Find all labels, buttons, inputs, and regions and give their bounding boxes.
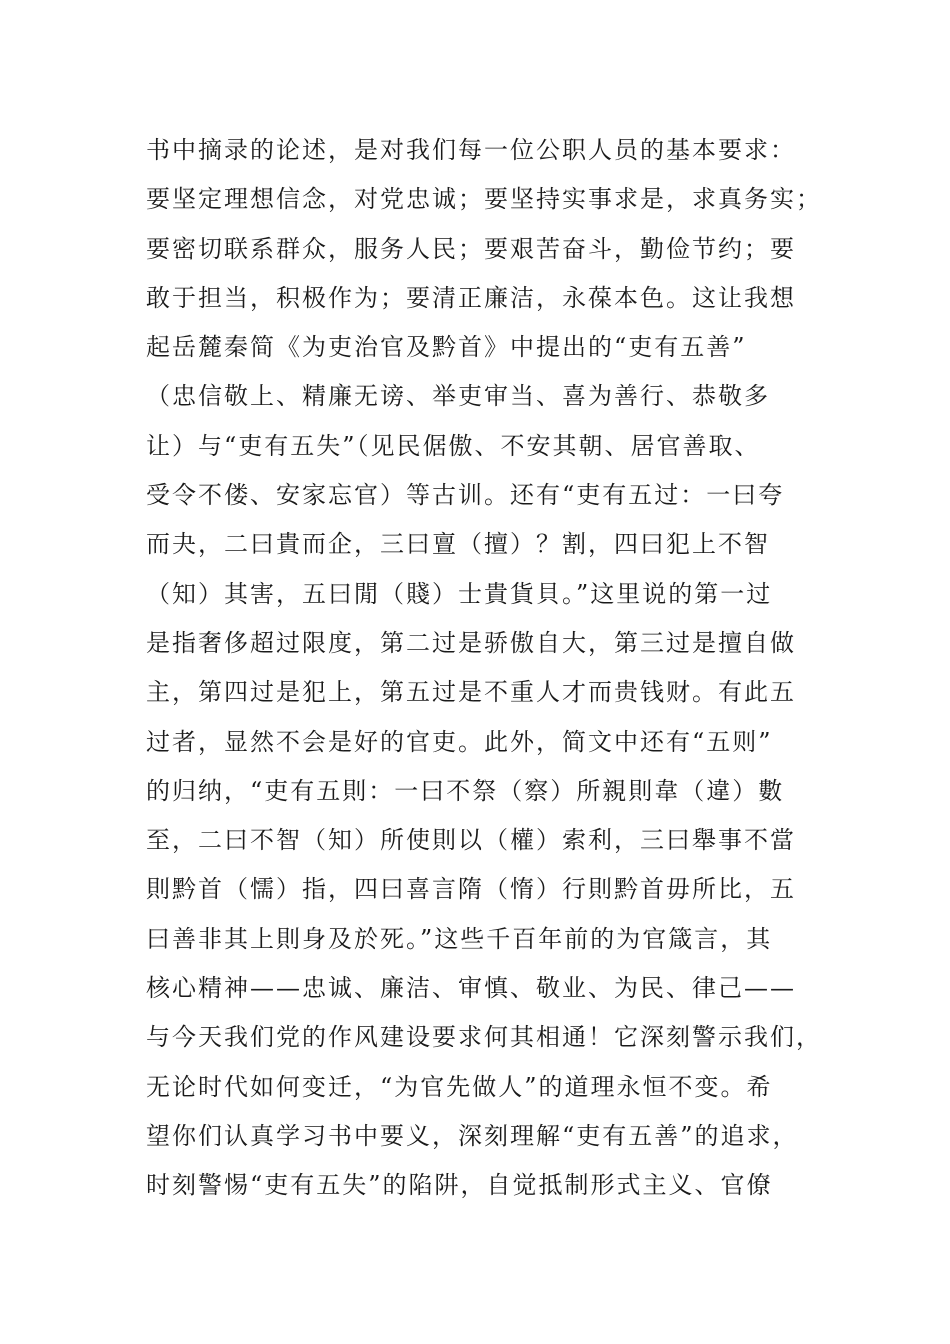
text-line-10: （知）其害，五曰閒（賤）士貴貨貝。”这里说的第一过 <box>146 579 773 608</box>
text-line-15: 至，二曰不智（知）所使則以（權）索利，三曰舉事不當 <box>146 826 796 855</box>
text-line-22: 时刻警惕“吏有五失”的陷阱，自觉抵制形式主义、官僚 <box>146 1171 773 1200</box>
text-line-5: 起岳麓秦简《为吏治官及黔首》中提出的“吏有五善” <box>146 333 747 362</box>
text-line-17: 曰善非其上則身及於死。”这些千百年前的为官箴言，其 <box>146 924 773 953</box>
text-line-21: 望你们认真学习书中要义，深刻理解“吏有五善”的追求， <box>146 1121 799 1150</box>
text-line-8: 受令不偻、安家忘官）等古训。还有“吏有五过：一曰夸 <box>146 481 785 510</box>
text-line-1: 书中摘录的论述，是对我们每一位公职人员的基本要求： <box>146 136 796 164</box>
text-line-13: 过者，显然不会是好的官吏。此外，简文中还有“五则” <box>146 727 773 756</box>
text-line-14: 的归纳，“吏有五則：一曰不祭（察）所親則韋（違）數 <box>146 776 785 805</box>
text-line-11: 是指奢侈超过限度，第二过是骄傲自大，第三过是擅自做 <box>146 628 796 657</box>
text-line-6: （忠信敬上、精廉无谤、举吏审当、喜为善行、恭敬多 <box>146 382 770 411</box>
text-line-20: 无论时代如何变迁，“为官先做人”的道理永恒不变。希 <box>146 1072 773 1101</box>
text-line-12: 主，第四过是犯上，第五过是不重人才而贵钱财。有此五 <box>146 678 796 707</box>
text-line-4: 敢于担当，积极作为；要清正廉洁，永葆本色。这让我想 <box>146 283 796 312</box>
text-line-19: 与今天我们党的作风建设要求何其相通！它深刻警示我们， <box>146 1023 822 1052</box>
text-line-16: 則黔首（懦）指，四曰喜言隋（惰）行則黔首毋所比，五 <box>146 875 796 904</box>
text-line-2: 要坚定理想信念，对党忠诚；要坚持实事求是，求真务实； <box>146 185 822 214</box>
text-line-7: 让）与“吏有五失”（见民倨傲、不安其朝、居官善取、 <box>146 431 761 460</box>
text-line-18: 核心精神——忠诚、廉洁、审慎、敬业、为民、律己—— <box>146 974 796 1003</box>
text-line-3: 要密切联系群众，服务人民；要艰苦奋斗，勤俭节约；要 <box>146 234 796 263</box>
text-line-9: 而夬，二曰貴而企，三曰亶（擅）？割，四曰犯上不智 <box>146 530 770 559</box>
body-text <box>146 126 822 1211</box>
